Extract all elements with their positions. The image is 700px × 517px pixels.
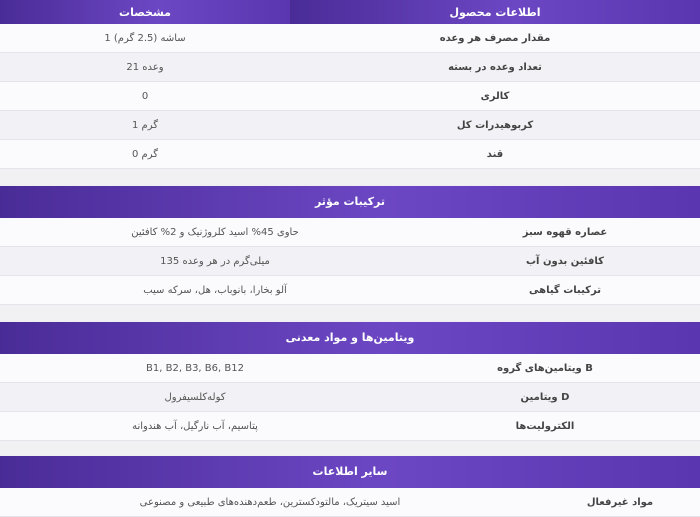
row-label: ترکیبات گیاهی xyxy=(430,276,700,305)
row-value: آلو بخارا، بانوباب، هل، سرکه سیب xyxy=(0,276,430,305)
row-label: ویتامین D xyxy=(390,383,700,412)
row-value: 1 ساشه (2.5 گرم) xyxy=(0,24,290,53)
row-value: 0 گرم xyxy=(0,140,290,169)
row-label: مواد غیرفعال xyxy=(540,488,700,517)
product-info-table xyxy=(0,0,700,169)
row-label: الکترولیت‌ها xyxy=(390,412,700,441)
table-row xyxy=(0,82,700,111)
active-ingredients-table xyxy=(0,218,700,305)
row-label: قند xyxy=(290,140,700,169)
section-title: سایر اطلاعات xyxy=(0,456,700,488)
section-title: ترکیبات مؤثر xyxy=(0,186,700,218)
row-value: 135 میلی‌گرم در هر وعده xyxy=(0,247,430,276)
row-label: مقدار مصرف هر وعده xyxy=(290,24,700,53)
table-row xyxy=(0,218,700,247)
row-label: عصاره قهوه سبز xyxy=(430,218,700,247)
table-row xyxy=(0,24,700,53)
row-label: تعداد وعده در بسته xyxy=(290,53,700,82)
table-header xyxy=(0,0,700,24)
table-row xyxy=(0,53,700,82)
table-row xyxy=(0,412,700,441)
active-ingredients-section xyxy=(0,186,700,305)
row-value: حاوی 45% اسید کلروژنیک و 2% کافئین xyxy=(0,218,430,247)
table-row xyxy=(0,140,700,169)
table-row xyxy=(0,276,700,305)
section-title: ویتامین‌ها و مواد معدنی xyxy=(0,322,700,354)
header-specs: مشخصات xyxy=(0,0,290,24)
row-value: 21 وعده xyxy=(0,53,290,82)
other-info-section xyxy=(0,456,700,517)
vitamins-table xyxy=(0,354,700,441)
row-value: اسید سیتریک، مالتودکسترین، طعم‌دهنده‌های طبیعی و مصنوعی xyxy=(0,488,540,517)
row-value: B1, B2, B3, B6, B12 xyxy=(0,354,390,383)
other-info-table xyxy=(0,488,700,517)
table-row xyxy=(0,488,700,517)
row-value: 1 گرم xyxy=(0,111,290,140)
header-product-info: اطلاعات محصول xyxy=(290,0,700,24)
row-value: 0 xyxy=(0,82,290,111)
row-label: کالری xyxy=(290,82,700,111)
row-value: پتاسیم، آب نارگیل، آب هندوانه xyxy=(0,412,390,441)
row-label: کافئین بدون آب xyxy=(430,247,700,276)
row-label: ویتامین‌های گروه B xyxy=(390,354,700,383)
table-row xyxy=(0,247,700,276)
table-row xyxy=(0,354,700,383)
table-row xyxy=(0,111,700,140)
row-value: کوله‌کلسیفرول xyxy=(0,383,390,412)
row-label: کربوهیدرات کل xyxy=(290,111,700,140)
vitamins-section xyxy=(0,322,700,441)
table-row xyxy=(0,383,700,412)
